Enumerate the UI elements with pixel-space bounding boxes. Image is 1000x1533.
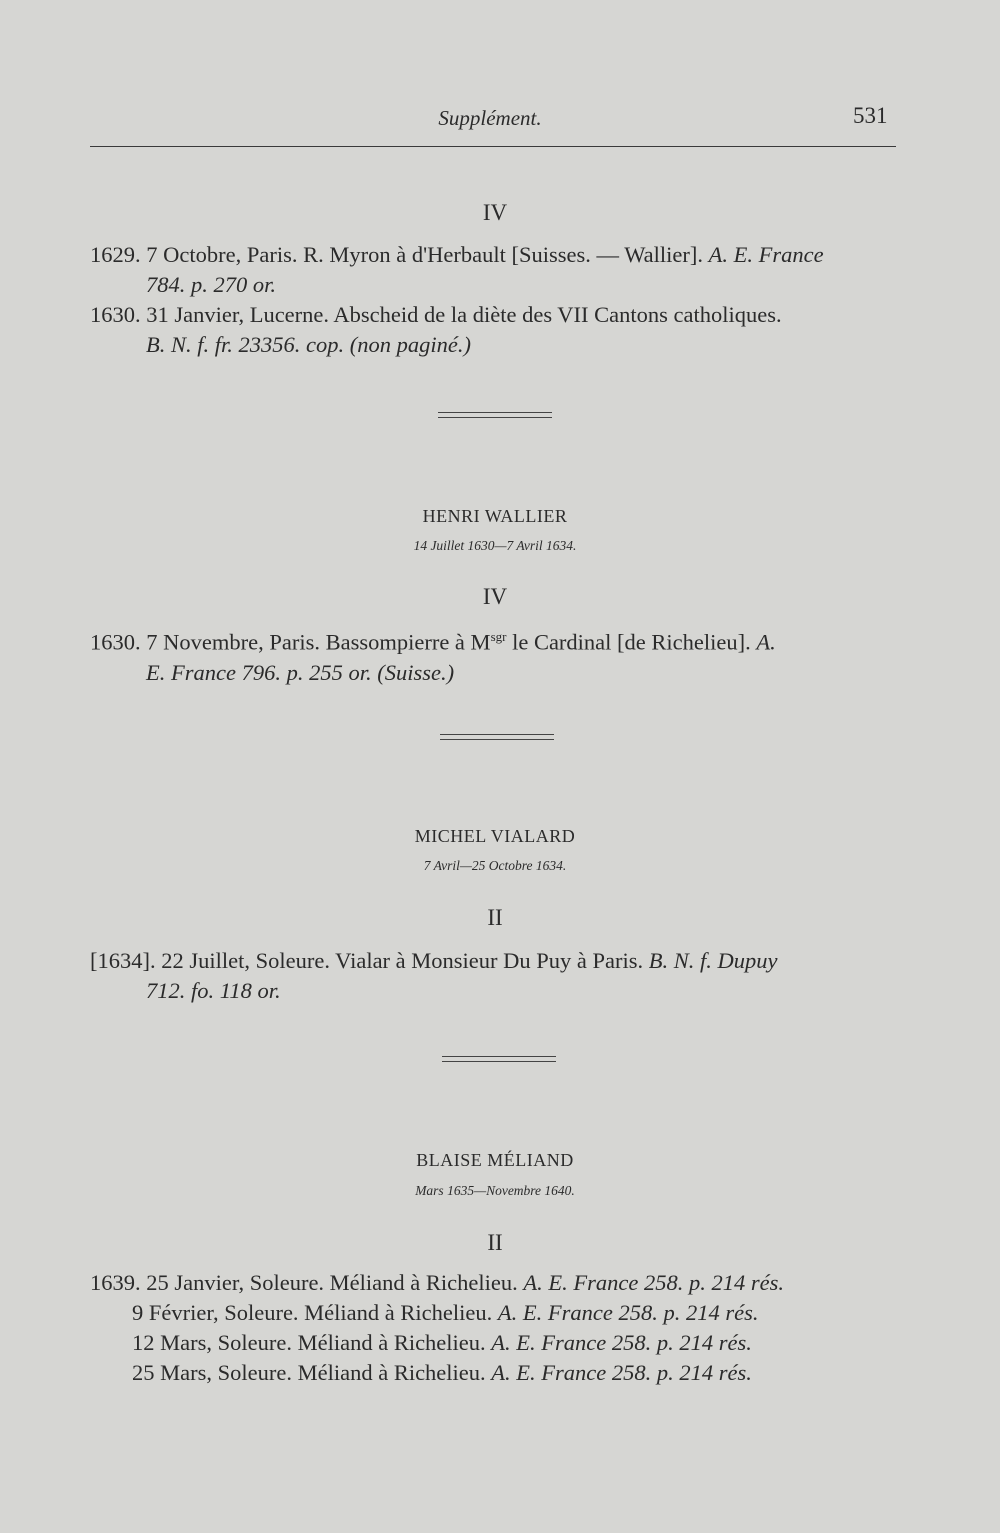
entry-text: 1629. 7 Octobre, Paris. R. Myron à d'Herbault [Suisses. — Wallier]. — [90, 242, 703, 267]
entry-text: [1634]. 22 Juillet, Soleure. Vialar à Monsieur Du Puy à Paris. — [90, 948, 644, 973]
entry-reference: E. France 796. p. 255 or. (Suisse.) — [146, 659, 455, 685]
section-divider — [442, 1056, 556, 1062]
entry-reference: A. E. France 258. p. 214 rés. — [491, 1360, 752, 1385]
entry-1634 — [90, 946, 910, 1006]
entry-line — [90, 622, 910, 658]
entry-text: 25 Mars, Soleure. Méliand à Richelieu. — [132, 1360, 486, 1385]
entry-reference: 712. fo. 118 or. — [146, 978, 281, 1003]
entry-line — [90, 946, 910, 976]
section-heading-roman: IV — [482, 584, 508, 609]
entry-line — [90, 976, 910, 1006]
person-heading: HENRI WALLIER — [422, 506, 568, 526]
entry-1629 — [90, 240, 910, 300]
entry-reference: 784. p. 270 or. — [146, 272, 277, 297]
person-dates: Mars 1635—Novembre 1640. — [415, 1183, 575, 1198]
entry-line — [90, 240, 910, 270]
section-heading-roman: II — [487, 1230, 503, 1255]
entry-text: 1630. 31 Janvier, Lucerne. Abscheid de la diète des VII Cantons catholiques. — [90, 302, 782, 327]
entry-reference: A. E. France 258. p. 214 rés. — [491, 1330, 752, 1355]
person-heading: BLAISE MÉLIAND — [416, 1150, 574, 1170]
entry-1639-list — [90, 1268, 910, 1388]
section-divider — [440, 734, 554, 740]
entry-line — [90, 270, 910, 300]
entry-1630-novembre — [90, 622, 910, 688]
entry-reference: A. E. France 258. p. 214 rés. — [497, 1300, 759, 1325]
entry-reference: A. — [756, 629, 776, 655]
entry-text: le Cardinal [de Richelieu]. — [506, 629, 751, 655]
entry-reference: B. N. f. fr. 23356. cop. (non paginé.) — [146, 332, 471, 357]
entry-line — [90, 1298, 910, 1328]
entry-superscript: sgr — [490, 629, 507, 644]
section-divider — [438, 412, 552, 418]
entry-line — [90, 300, 910, 330]
entry-reference: B. N. f. Dupuy — [648, 948, 778, 973]
section-heading-roman: II — [487, 905, 503, 930]
running-header-title: Supplément. — [438, 106, 542, 130]
person-dates: 7 Avril—25 Octobre 1634. — [423, 858, 567, 873]
entry-line — [90, 1328, 910, 1358]
entry-text: 1639. 25 Janvier, Soleure. Méliand à Richelieu. — [90, 1270, 518, 1295]
entry-text: 9 Février, Soleure. Méliand à Richelieu. — [132, 1300, 493, 1325]
entry-1630-janvier — [90, 300, 910, 360]
header-rule — [90, 146, 896, 147]
person-heading: MICHEL VIALARD — [414, 826, 576, 846]
entry-line — [90, 658, 910, 688]
entry-line — [90, 1358, 910, 1388]
entry-text: 12 Mars, Soleure. Méliand à Richelieu. — [132, 1330, 486, 1355]
person-dates: 14 Juillet 1630—7 Avril 1634. — [413, 538, 577, 553]
section-heading-roman: IV — [482, 200, 508, 225]
entry-line — [90, 330, 910, 360]
entry-reference: A. E. France — [708, 242, 824, 267]
entry-line — [90, 1268, 910, 1298]
entry-reference: A. E. France 258. p. 214 rés. — [523, 1270, 784, 1295]
entry-text: 1630. 7 Novembre, Paris. Bassompierre à M — [90, 629, 491, 655]
page-number: 531 — [853, 103, 888, 128]
